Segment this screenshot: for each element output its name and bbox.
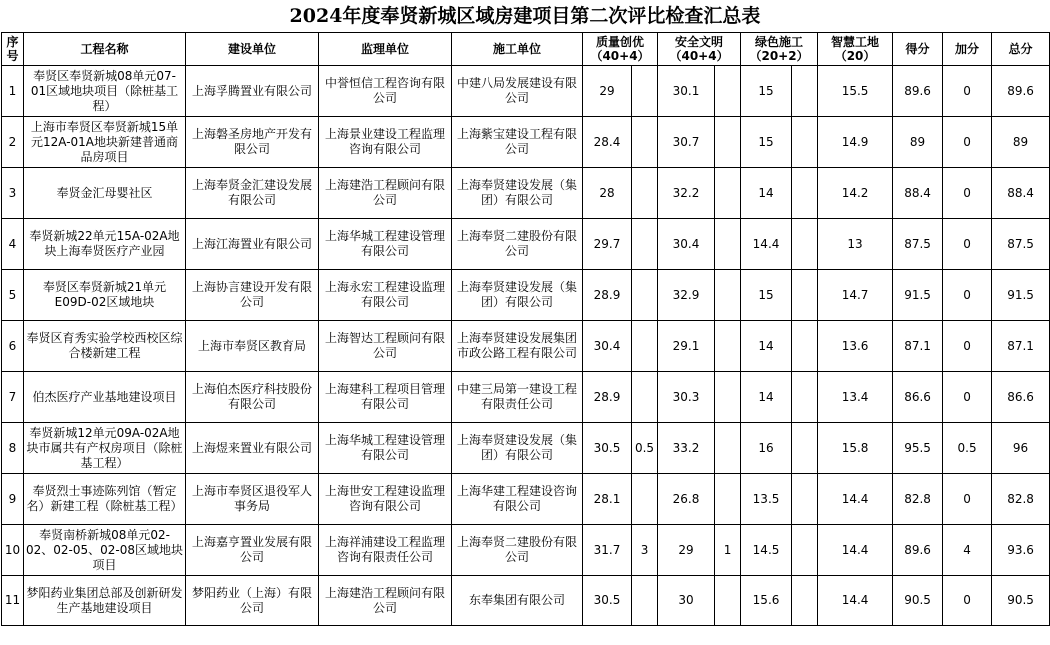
cell-seq: 1 <box>2 66 24 117</box>
cell-supervisor: 中誉恒信工程咨询有限公司 <box>319 66 452 117</box>
table-row <box>2 423 1050 474</box>
cell-green: 13.5 <box>741 474 792 525</box>
cell-bonus: 0 <box>943 270 992 321</box>
cell-project-name: 梦阳药业集团总部及创新研发生产基地建设项目 <box>24 576 186 626</box>
cell-seq: 3 <box>2 168 24 219</box>
cell-seq: 7 <box>2 372 24 423</box>
cell-green: 15 <box>741 270 792 321</box>
cell-total: 93.6 <box>992 525 1050 576</box>
table-row <box>2 168 1050 219</box>
header-supervisor: 监理单位 <box>319 33 452 66</box>
cell-quality-bonus: 0.5 <box>632 423 658 474</box>
cell-safety-bonus <box>715 219 741 270</box>
cell-green-bonus <box>792 423 818 474</box>
cell-safety-bonus: 1 <box>715 525 741 576</box>
cell-total: 91.5 <box>992 270 1050 321</box>
cell-green: 14 <box>741 168 792 219</box>
cell-safety: 32.9 <box>658 270 715 321</box>
cell-safety: 33.2 <box>658 423 715 474</box>
cell-builder: 上海磐圣房地产开发有限公司 <box>186 117 319 168</box>
cell-quality-bonus <box>632 168 658 219</box>
cell-green-bonus <box>792 168 818 219</box>
header-safety-max: （40+4） <box>669 49 729 63</box>
cell-quality: 30.5 <box>583 423 632 474</box>
cell-score: 89 <box>893 117 943 168</box>
cell-bonus: 0 <box>943 219 992 270</box>
cell-project-name: 奉贤金汇母婴社区 <box>24 168 186 219</box>
cell-safety-bonus <box>715 372 741 423</box>
cell-quality-bonus <box>632 117 658 168</box>
table-row <box>2 66 1050 117</box>
cell-green: 14 <box>741 321 792 372</box>
cell-smart: 13 <box>818 219 893 270</box>
table-row <box>2 525 1050 576</box>
summary-table <box>1 32 1050 626</box>
cell-green-bonus <box>792 117 818 168</box>
cell-supervisor: 上海建浩工程顾问有限公司 <box>319 168 452 219</box>
cell-constructor: 东奉集团有限公司 <box>452 576 583 626</box>
cell-smart: 14.9 <box>818 117 893 168</box>
cell-supervisor: 上海祥浦建设工程监理咨询有限责任公司 <box>319 525 452 576</box>
cell-constructor: 上海华建工程建设咨询有限公司 <box>452 474 583 525</box>
cell-safety: 30 <box>658 576 715 626</box>
cell-score: 90.5 <box>893 576 943 626</box>
page-title: 2024年度奉贤新城区域房建项目第二次评比检查汇总表 <box>289 5 761 27</box>
cell-constructor: 上海奉贤二建股份有限公司 <box>452 525 583 576</box>
cell-bonus: 0 <box>943 474 992 525</box>
cell-safety: 29.1 <box>658 321 715 372</box>
header-constructor: 施工单位 <box>452 33 583 66</box>
cell-quality: 28.9 <box>583 270 632 321</box>
cell-bonus: 0 <box>943 372 992 423</box>
cell-safety-bonus <box>715 66 741 117</box>
table-row <box>2 474 1050 525</box>
cell-green-bonus <box>792 321 818 372</box>
cell-quality-bonus <box>632 321 658 372</box>
cell-score: 89.6 <box>893 525 943 576</box>
cell-quality: 28 <box>583 168 632 219</box>
header-bonus: 加分 <box>943 33 992 66</box>
cell-green-bonus <box>792 576 818 626</box>
cell-seq: 8 <box>2 423 24 474</box>
cell-total: 89.6 <box>992 66 1050 117</box>
table-row <box>2 270 1050 321</box>
cell-project-name: 奉贤烈士事迹陈列馆（暂定名）新建工程（除桩基工程） <box>24 474 186 525</box>
cell-project-name: 奉贤区奉贤新城08单元07-01区域地块项目（除桩基工程） <box>24 66 186 117</box>
cell-supervisor: 上海建浩工程顾问有限公司 <box>319 576 452 626</box>
cell-supervisor: 上海华城工程建设管理有限公司 <box>319 423 452 474</box>
cell-safety: 30.4 <box>658 219 715 270</box>
cell-builder: 上海江海置业有限公司 <box>186 219 319 270</box>
cell-quality: 30.5 <box>583 576 632 626</box>
header-safety <box>658 33 741 66</box>
cell-builder: 上海孚腾置业有限公司 <box>186 66 319 117</box>
cell-project-name: 奉贤新城12单元09A-02A地块市属共有产权房项目（除桩基工程） <box>24 423 186 474</box>
cell-quality: 28.4 <box>583 117 632 168</box>
cell-quality: 29 <box>583 66 632 117</box>
cell-quality-bonus <box>632 372 658 423</box>
cell-green-bonus <box>792 372 818 423</box>
cell-total: 90.5 <box>992 576 1050 626</box>
header-smart <box>818 33 893 66</box>
cell-green-bonus <box>792 474 818 525</box>
cell-quality-bonus <box>632 270 658 321</box>
cell-bonus: 0 <box>943 117 992 168</box>
cell-bonus: 0 <box>943 321 992 372</box>
cell-total: 87.5 <box>992 219 1050 270</box>
cell-builder: 上海煜来置业有限公司 <box>186 423 319 474</box>
cell-green: 14 <box>741 372 792 423</box>
cell-safety: 32.2 <box>658 168 715 219</box>
cell-safety: 29 <box>658 525 715 576</box>
cell-constructor: 上海紫宝建设工程有限公司 <box>452 117 583 168</box>
header-row <box>2 33 1050 66</box>
cell-safety: 30.3 <box>658 372 715 423</box>
cell-seq: 6 <box>2 321 24 372</box>
header-quality-max: （40+4） <box>590 49 650 63</box>
cell-bonus: 0.5 <box>943 423 992 474</box>
cell-builder: 上海协言建设开发有限公司 <box>186 270 319 321</box>
table-row <box>2 219 1050 270</box>
header-smart-label: 智慧工地 <box>831 35 880 49</box>
table-row <box>2 321 1050 372</box>
cell-constructor: 上海奉贤建设发展（集团）有限公司 <box>452 270 583 321</box>
cell-constructor: 中建三局第一建设工程有限责任公司 <box>452 372 583 423</box>
cell-seq: 9 <box>2 474 24 525</box>
cell-quality-bonus <box>632 219 658 270</box>
cell-constructor: 上海奉贤建设发展（集团）有限公司 <box>452 423 583 474</box>
header-seq: 序号 <box>2 33 24 66</box>
cell-safety: 30.1 <box>658 66 715 117</box>
cell-builder: 上海伯杰医疗科技股份有限公司 <box>186 372 319 423</box>
cell-supervisor: 上海世安工程建设监理咨询有限公司 <box>319 474 452 525</box>
cell-project-name: 奉贤南桥新城08单元02-02、02-05、02-08区域地块项目 <box>24 525 186 576</box>
header-safety-label: 安全文明 <box>675 35 724 49</box>
cell-seq: 4 <box>2 219 24 270</box>
cell-builder: 梦阳药业（上海）有限公司 <box>186 576 319 626</box>
cell-smart: 15.5 <box>818 66 893 117</box>
cell-seq: 11 <box>2 576 24 626</box>
cell-green: 14.5 <box>741 525 792 576</box>
cell-builder: 上海嘉亨置业发展有限公司 <box>186 525 319 576</box>
header-quality <box>583 33 658 66</box>
cell-quality: 29.7 <box>583 219 632 270</box>
cell-smart: 14.4 <box>818 576 893 626</box>
cell-seq: 2 <box>2 117 24 168</box>
cell-green: 14.4 <box>741 219 792 270</box>
cell-quality: 28.9 <box>583 372 632 423</box>
cell-quality-bonus <box>632 474 658 525</box>
cell-safety: 30.7 <box>658 117 715 168</box>
cell-total: 87.1 <box>992 321 1050 372</box>
cell-score: 91.5 <box>893 270 943 321</box>
cell-safety-bonus <box>715 321 741 372</box>
cell-score: 88.4 <box>893 168 943 219</box>
cell-safety-bonus <box>715 423 741 474</box>
cell-safety-bonus <box>715 168 741 219</box>
header-name: 工程名称 <box>24 33 186 66</box>
cell-smart: 14.7 <box>818 270 893 321</box>
cell-project-name: 奉贤区奉贤新城21单元E09D-02区域地块 <box>24 270 186 321</box>
cell-safety-bonus <box>715 117 741 168</box>
header-builder: 建设单位 <box>186 33 319 66</box>
cell-quality: 30.4 <box>583 321 632 372</box>
cell-project-name: 上海市奉贤区奉贤新城15单元12A-01A地块新建普通商品房项目 <box>24 117 186 168</box>
cell-score: 82.8 <box>893 474 943 525</box>
cell-seq: 5 <box>2 270 24 321</box>
cell-total: 89 <box>992 117 1050 168</box>
cell-green-bonus <box>792 270 818 321</box>
cell-supervisor: 上海永宏工程建设监理有限公司 <box>319 270 452 321</box>
cell-safety: 26.8 <box>658 474 715 525</box>
cell-bonus: 0 <box>943 168 992 219</box>
cell-score: 87.1 <box>893 321 943 372</box>
cell-project-name: 奉贤新城22单元15A-02A地块上海奉贤医疗产业园 <box>24 219 186 270</box>
cell-project-name: 奉贤区育秀实验学校西校区综合楼新建工程 <box>24 321 186 372</box>
cell-constructor: 中建八局发展建设有限公司 <box>452 66 583 117</box>
cell-score: 95.5 <box>893 423 943 474</box>
cell-green: 15 <box>741 117 792 168</box>
header-green <box>741 33 818 66</box>
cell-green-bonus <box>792 525 818 576</box>
cell-smart: 13.4 <box>818 372 893 423</box>
cell-builder: 上海奉贤金汇建设发展有限公司 <box>186 168 319 219</box>
cell-supervisor: 上海智达工程顾问有限公司 <box>319 321 452 372</box>
table-row <box>2 576 1050 626</box>
cell-bonus: 0 <box>943 576 992 626</box>
cell-quality-bonus: 3 <box>632 525 658 576</box>
cell-bonus: 0 <box>943 66 992 117</box>
cell-score: 89.6 <box>893 66 943 117</box>
cell-supervisor: 上海华城工程建设管理有限公司 <box>319 219 452 270</box>
cell-supervisor: 上海建科工程项目管理有限公司 <box>319 372 452 423</box>
cell-green: 16 <box>741 423 792 474</box>
cell-total: 82.8 <box>992 474 1050 525</box>
cell-smart: 14.4 <box>818 474 893 525</box>
cell-smart: 13.6 <box>818 321 893 372</box>
table-row <box>2 372 1050 423</box>
cell-smart: 14.4 <box>818 525 893 576</box>
cell-safety-bonus <box>715 576 741 626</box>
header-score: 得分 <box>893 33 943 66</box>
cell-quality: 31.7 <box>583 525 632 576</box>
header-smart-max: （20） <box>834 49 876 63</box>
cell-smart: 14.2 <box>818 168 893 219</box>
cell-safety-bonus <box>715 270 741 321</box>
cell-green-bonus <box>792 219 818 270</box>
cell-green: 15 <box>741 66 792 117</box>
cell-quality-bonus <box>632 66 658 117</box>
header-total: 总分 <box>992 33 1050 66</box>
table-body <box>2 66 1050 626</box>
cell-project-name: 伯杰医疗产业基地建设项目 <box>24 372 186 423</box>
cell-builder: 上海市奉贤区退役军人事务局 <box>186 474 319 525</box>
cell-quality-bonus <box>632 576 658 626</box>
table-row <box>2 117 1050 168</box>
cell-bonus: 4 <box>943 525 992 576</box>
cell-seq: 10 <box>2 525 24 576</box>
header-quality-label: 质量创优 <box>596 35 645 49</box>
cell-constructor: 上海奉贤二建股份有限公司 <box>452 219 583 270</box>
cell-constructor: 上海奉贤建设发展集团市政公路工程有限公司 <box>452 321 583 372</box>
header-green-label: 绿色施工 <box>755 35 804 49</box>
cell-safety-bonus <box>715 474 741 525</box>
cell-total: 88.4 <box>992 168 1050 219</box>
cell-score: 86.6 <box>893 372 943 423</box>
cell-quality: 28.1 <box>583 474 632 525</box>
cell-score: 87.5 <box>893 219 943 270</box>
cell-total: 86.6 <box>992 372 1050 423</box>
cell-builder: 上海市奉贤区教育局 <box>186 321 319 372</box>
cell-green: 15.6 <box>741 576 792 626</box>
cell-constructor: 上海奉贤建设发展（集团）有限公司 <box>452 168 583 219</box>
cell-supervisor: 上海景业建设工程监理咨询有限公司 <box>319 117 452 168</box>
cell-green-bonus <box>792 66 818 117</box>
header-green-max: （20+2） <box>749 49 809 63</box>
cell-total: 96 <box>992 423 1050 474</box>
cell-smart: 15.8 <box>818 423 893 474</box>
